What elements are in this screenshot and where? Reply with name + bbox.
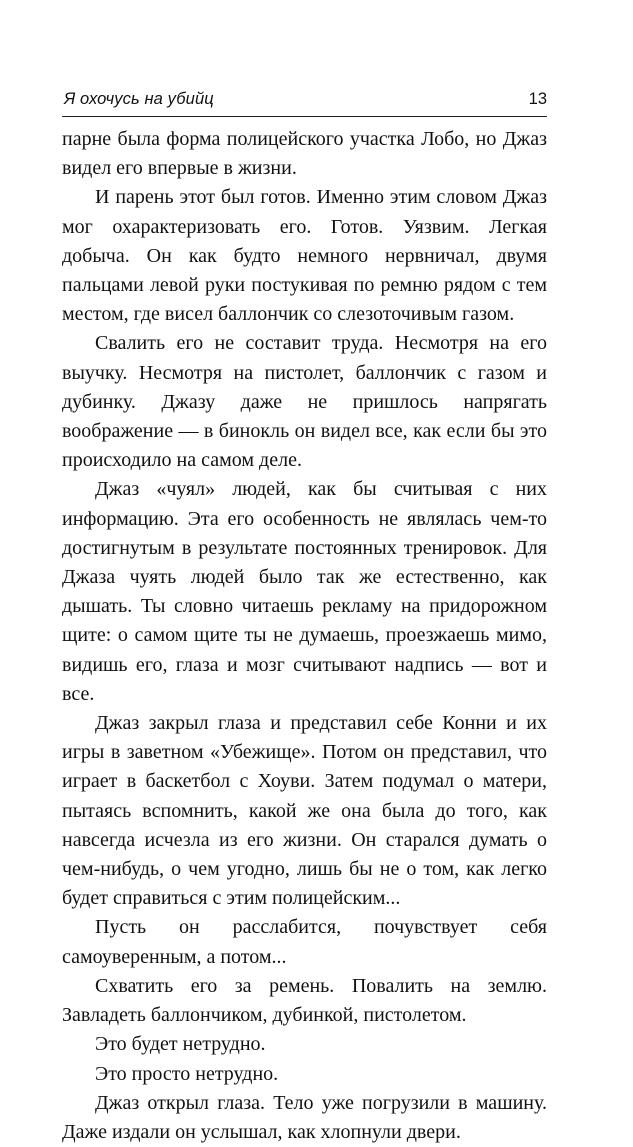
paragraph-10: Джаз открыл глаза. Тело уже погрузили в машину. Даже издали он услышал, как хлопнули двери.	[62, 1091, 547, 1143]
running-title: Я охочусь на убийц	[64, 90, 214, 108]
running-header	[62, 84, 547, 117]
paragraph-8: Это будет нетрудно.	[95, 1033, 266, 1056]
paragraph-1: парне была форма полицейского участка Лобо, но Джаз видел его впервые в жизни.	[62, 128, 547, 180]
paragraph-7: Схватить его за ремень. Повалить на землю. Завладеть баллончиком, дубинкой, пистолетом.	[62, 974, 547, 1027]
paragraph-2: И парень этот был готов. Именно этим словом Джаз мог охарактеризовать его. Готов. Уязвим. Легкая добыча. Он как будто немного нервничал, двумя пальцами левой руки постукивая по ремню рядом с тем местом, где висел баллончик со слезоточивым газом.	[62, 186, 547, 326]
paragraph-6: Пусть он расслабится, почувствует себя самоуверенным, а потом...	[62, 916, 547, 968]
book-page	[62, 84, 547, 1147]
paragraph-9: Это просто нетрудно.	[95, 1062, 279, 1085]
paragraph-5: Джаз закрыл глаза и представил себе Конни и их игры в заветном «Убежище». Потом он представил, что играет в баскетбол с Хоуви. Затем подумал о матери, пытаясь вспомнить, какой же она была до того, как навсегда исчезла из его жизни. Он старался думать о чем-нибудь, о чем угодно, лишь бы не о том, как легко будет справиться с этим полицейским...	[62, 712, 547, 910]
body-text	[62, 125, 547, 1147]
paragraph-3: Свалить его не составит труда. Несмотря на его выучку. Несмотря на пистолет, баллончик с газом и дубинку. Джазу даже не пришлось напрягать воображение — в бинокль он видел все, как если бы это происходило на самом деле.	[62, 332, 547, 472]
page-number: 13	[528, 90, 547, 108]
paragraph-4: Джаз «чуял» людей, как бы считывая с них информацию. Эта его особенность не являлась чем-то достигнутым в результате постоянных тренировок. Для Джаза чуять людей было так же естественно, как дышать. Ты словно читаешь рекламу на придорожном щите: о самом щите ты не думаешь, проезжаешь мимо, видишь его, глаза и мозг считывают надпись — вот и все.	[62, 478, 547, 705]
